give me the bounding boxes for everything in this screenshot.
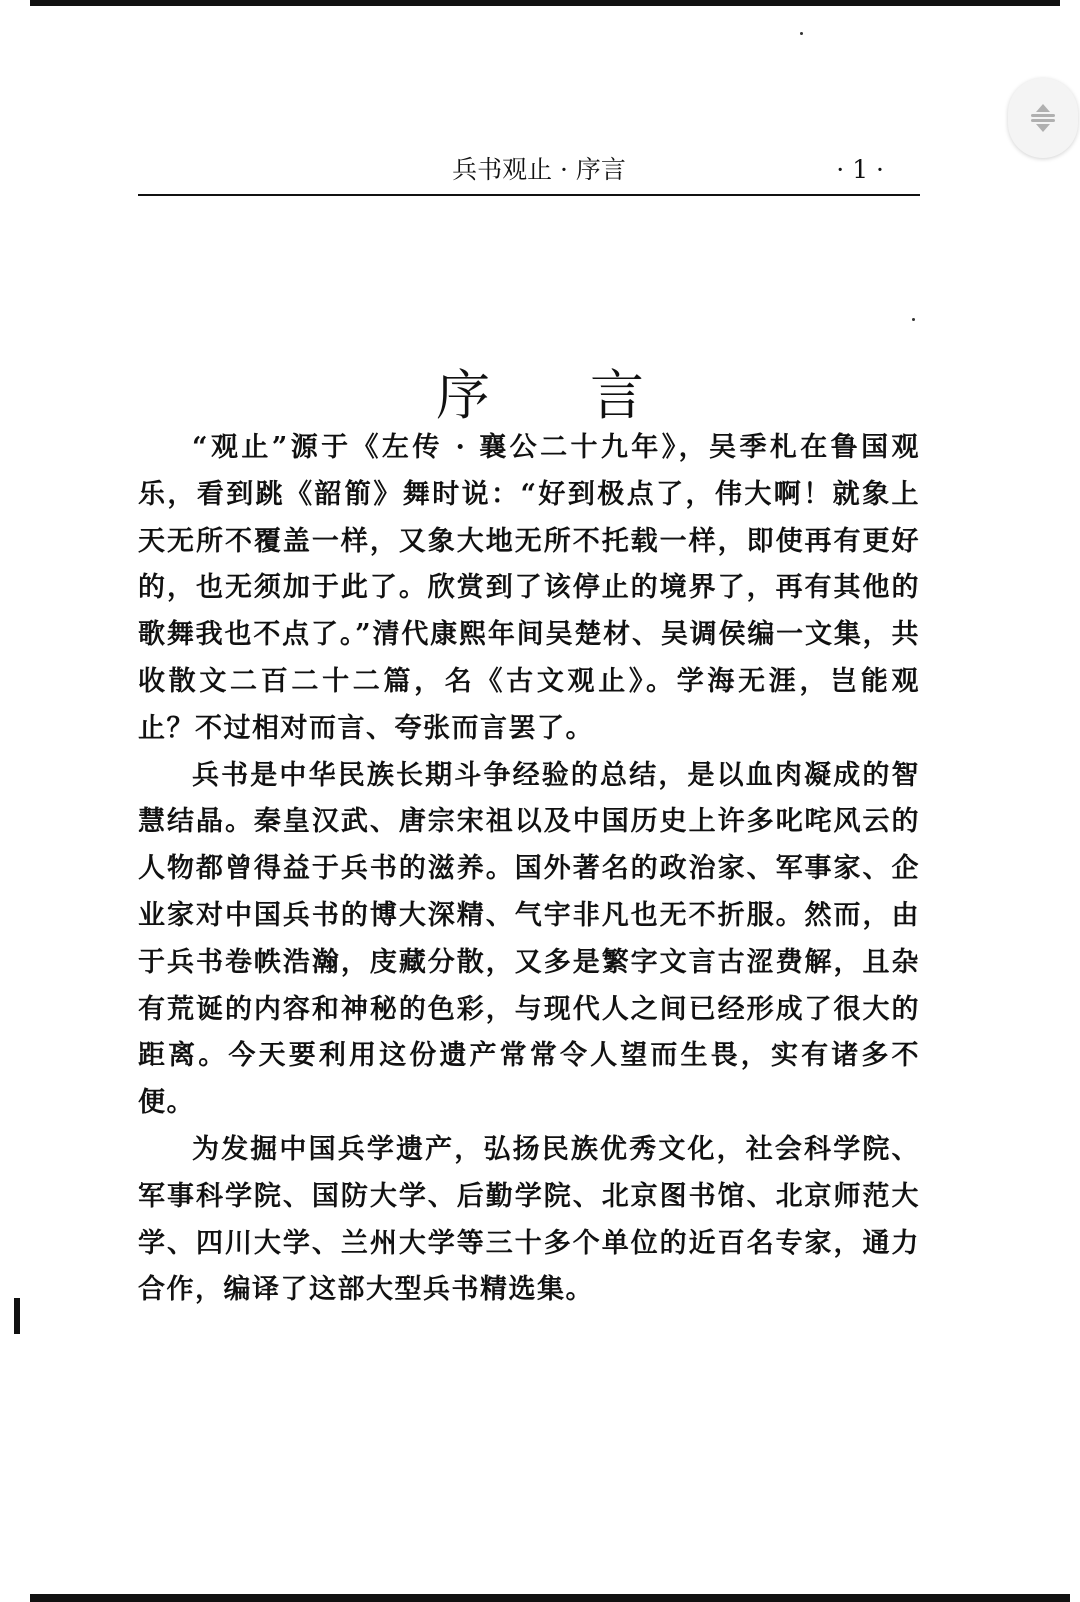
scan-speck — [912, 318, 915, 321]
bottom-scan-border — [30, 1594, 1070, 1602]
scroll-bar-icon — [1031, 114, 1055, 117]
scan-margin-mark — [14, 1298, 20, 1334]
scroll-bar-icon — [1031, 119, 1055, 122]
paragraph: 兵书是中华民族长期斗争经验的总结，是以血肉凝成的智慧结晶。秦皇汉武、唐宗宋祖以及中国历史上许多叱咤风云的人物都曾得益于兵书的滋养。国外著名的政治家、军事家、企业家对中国兵书的博大深精、气宇非凡也无不折服。然而，由于兵书卷帙浩瀚，庋藏分散，又多是繁字文言古涩费解，且杂有荒诞的内容和神秘的色彩，与现代人之间已经形成了很大的距离。今天要利用这份遗产常常令人望而生畏，实有诸多不便。 — [138, 759, 920, 1119]
paragraph: “观止”源于《左传 · 襄公二十九年》，吴季札在鲁国观乐，看到跳《韶箾》舞时说：“好到极点了，伟大啊！就象上天无所不覆盖一样，又象大地无所不托载一样，即使再有更好的，也无须加于此了。欣赏到了该停止的境界了，再有其他的歌舞我也不点了。”清代康熙年间吴楚材、吴调侯编一文集，共收散文二百二十二篇，名《古文观止》。学海无涯，岂能观止？不过相对而言、夸张而言罢了。 — [138, 432, 920, 744]
running-header-title: 兵书观止 · 序言 — [452, 155, 626, 184]
scroll-up-down-button[interactable] — [1008, 78, 1078, 158]
paragraph: 为发掘中国兵学遗产，弘扬民族优秀文化，社会科学院、军事科学院、国防大学、后勤学院、北京图书馆、北京师范大学、四川大学、兰州大学等三十多个单位的近百名专家，通力合作，编译了这部大型兵书精选集。 — [138, 1133, 920, 1306]
running-header — [138, 152, 920, 188]
chevron-up-icon — [1036, 104, 1050, 112]
header-rule — [138, 194, 920, 196]
body-text — [138, 425, 920, 1314]
chevron-down-icon — [1036, 124, 1050, 132]
page-title: 序言 — [436, 364, 744, 428]
top-scan-border — [30, 0, 1060, 6]
page-number: · 1 · — [836, 155, 884, 184]
scan-speck — [800, 32, 803, 35]
